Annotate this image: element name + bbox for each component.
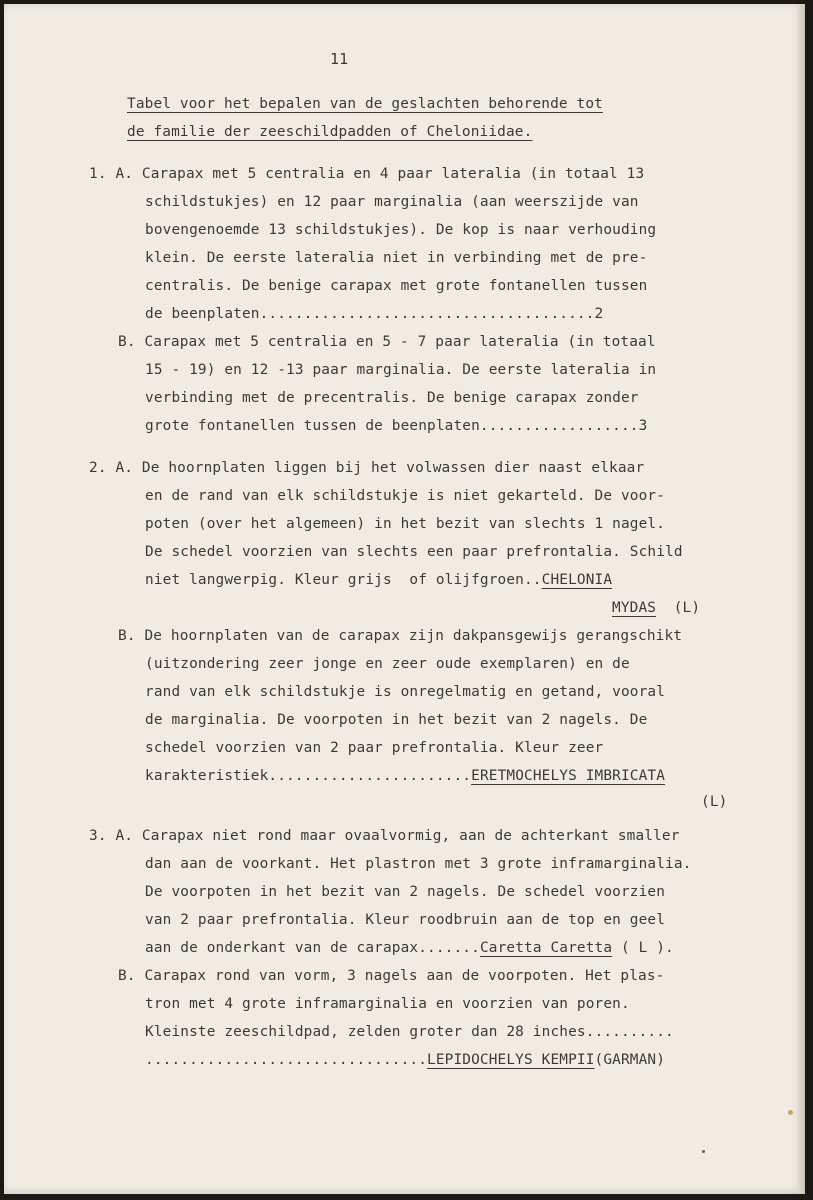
section-2-line-6	[612, 599, 700, 617]
section-3-line-3: De voorpoten in het bezit van 2 nagels. De schedel voorzien	[145, 884, 666, 900]
species-name-caretta: Caretta Caretta	[479, 940, 613, 956]
species-name-eretmochelys: ERETMOCHELYS IMBRICATA	[471, 768, 666, 784]
section-1-line-7: B. Carapax met 5 centralia en 5 - 7 paar lateralia (in totaal	[118, 334, 656, 350]
section-1-line-5: centralis. De benige carapax met grote fontanellen tussen	[145, 278, 648, 294]
section-1-line-1: 1. A. Carapax met 5 centralia en 4 paar lateralia (in totaal 13	[89, 166, 645, 182]
author-name: (GARMAN)	[594, 1052, 666, 1068]
section-2-line-11: schedel voorzien van 2 paar prefrontalia. Kleur zeer	[145, 740, 604, 756]
title-line-1: Tabel voor het bepalen van de geslachten behorende tot	[127, 96, 603, 112]
title-line-2: de familie der zeeschildpadden of Cheloniidae.	[127, 124, 533, 140]
section-1-line-6: de beenplaten......................................2	[145, 306, 604, 322]
page-number: 11	[330, 50, 349, 68]
section-2-line-5	[145, 571, 612, 589]
section-1-line-10: grote fontanellen tussen de beenplaten..................3	[145, 418, 648, 434]
page-edge-shadow	[797, 4, 805, 1194]
line-text: niet langwerpig. Kleur grijs of olijfgroen..	[145, 572, 542, 588]
section-2-line-9: rand van elk schildstukje is onregelmatig en getand, vooral	[145, 684, 666, 700]
line-text: ................................	[145, 1052, 428, 1068]
section-3-line-8: Kleinste zeeschildpad, zelden groter dan 28 inches..........	[145, 1024, 674, 1040]
paper-stain	[788, 1110, 793, 1115]
section-3-line-4: van 2 paar prefrontalia. Kleur roodbruin aan de top en geel	[145, 912, 666, 928]
section-2-line-7: B. De hoornplaten van de carapax zijn dakpansgewijs gerangschikt	[118, 628, 683, 644]
section-3-line-6: B. Carapax rond van vorm, 3 nagels aan de voorpoten. Het plas-	[118, 968, 665, 984]
section-3-line-7: tron met 4 grote inframarginalia en voorzien van poren.	[145, 996, 630, 1012]
species-name-lepidochelys: LEPIDOCHELYS KEMPII	[427, 1052, 595, 1068]
species-name-chelonia: CHELONIA	[541, 572, 613, 588]
author-abbrev: ( L ).	[612, 940, 674, 956]
document-page	[4, 4, 805, 1194]
section-1-line-3: bovengenoemde 13 schildstukjes). De kop is naar verhouding	[145, 222, 657, 238]
species-name-mydas: MYDAS	[612, 600, 657, 616]
section-3-line-1: 3. A. Carapax niet rond maar ovaalvormig, aan de achterkant smaller	[89, 828, 680, 844]
line-text: karakteristiek.......................	[145, 768, 472, 784]
section-3-line-2: dan aan de voorkant. Het plastron met 3 grote inframarginalia.	[145, 856, 692, 872]
section-1-line-8: 15 - 19) en 12 -13 paar marginalia. De eerste lateralia in	[145, 362, 657, 378]
section-2-line-10: de marginalia. De voorpoten in het bezit van 2 nagels. De	[145, 712, 648, 728]
section-1-line-4: klein. De eerste lateralia niet in verbinding met de pre-	[145, 250, 648, 266]
section-3-line-5	[145, 939, 674, 957]
paper-speck	[702, 1150, 705, 1153]
author-abbrev: (L)	[656, 600, 701, 616]
section-2-line-3: poten (over het algemeen) in het bezit van slechts 1 nagel.	[145, 516, 666, 532]
section-2-line-2: en de rand van elk schildstukje is niet gekarteld. De voor-	[145, 488, 666, 504]
section-2-line-1: 2. A. De hoornplaten liggen bij het volwassen dier naast elkaar	[89, 460, 645, 476]
section-2-line-8: (uitzondering zeer jonge en zeer oude exemplaren) en de	[145, 656, 630, 672]
section-1-line-9: verbinding met de precentralis. De benige carapax zonder	[145, 390, 639, 406]
section-2-line-13: (L)	[701, 794, 728, 810]
section-3-line-9	[145, 1051, 665, 1069]
section-2-line-4: De schedel voorzien van slechts een paar prefrontalia. Schild	[145, 544, 683, 560]
section-1-line-2: schildstukjes) en 12 paar marginalia (aan weerszijde van	[145, 194, 639, 210]
line-text: aan de onderkant van de carapax.......	[145, 940, 480, 956]
section-2-line-12	[145, 767, 665, 785]
